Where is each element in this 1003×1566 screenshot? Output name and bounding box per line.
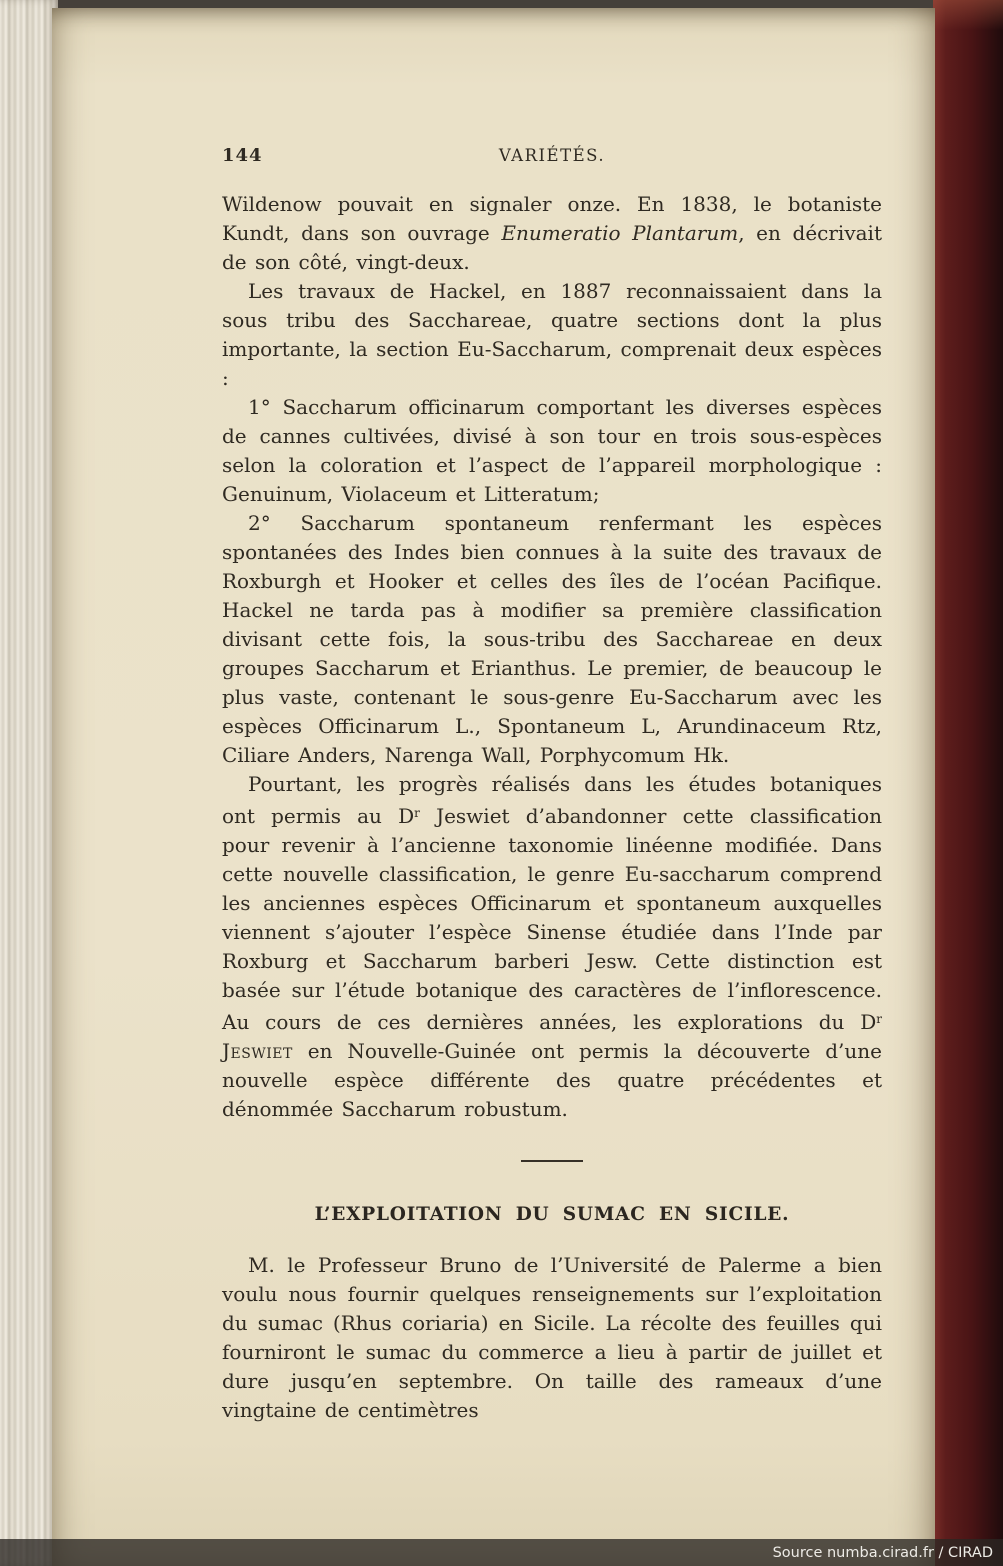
text-run: en Nouvelle-Guinée ont permis la découverte d’une nouvelle espèce différente des quatre précédentes et dénommée Saccharum robustum. bbox=[222, 1039, 882, 1121]
page-stack-edges bbox=[0, 0, 58, 1566]
paragraph bbox=[222, 509, 882, 770]
paragraph bbox=[222, 190, 882, 277]
paragraph bbox=[222, 277, 882, 393]
text-run: Les travaux de Hackel, en 1887 reconnaissaient dans la sous tribu des Sacchareae, quatre sections dont la plus importante, la section Eu-Saccharum, comprenait deux espèces : bbox=[222, 279, 882, 390]
paragraph bbox=[222, 393, 882, 509]
section-text bbox=[222, 1251, 882, 1425]
body-text bbox=[222, 190, 882, 1124]
text-run: Jeswiet d’abandonner cette classification pour revenir à l’ancienne taxonomie linéenne modifiée. Dans cette nouvelle classification, le genre Eu-saccharum comprend les anciennes espèces Officinarum et spontaneum auxquelles viennent s’ajouter l’espèce Sinense étudiée dans l’Inde par Roxburg et Saccharum barberi Jesw. Cette distinction est basée sur l’étude botanique des caractères de l’inflorescence. Au cours de ces dernières années, les explorations du D bbox=[222, 804, 882, 1034]
running-title: VARIÉTÉS. bbox=[498, 146, 606, 165]
text-run: M. le Professeur Bruno de l’Université de Palerme a bien voulu nous fournir quelques renseignements sur l’exploitation du sumac (Rhus coriaria) en Sicile. La récolte des feuilles qui fourniront le sumac du commerce a lieu à partir de juillet et dure jusqu’en septembre. On taille des rameaux d’une vingtaine de centimètres bbox=[222, 1253, 882, 1422]
source-credit-bar bbox=[0, 1539, 1003, 1566]
text-run: 1° Saccharum officinarum comportant les diverses espèces de cannes cultivées, divisé à son tour en trois sous-espèces selon la coloration et l’aspect de l’appareil morphologique : Genuinum, Violaceum et Litteratum; bbox=[222, 395, 882, 506]
source-credit-text: Source numba.cirad.fr / CIRAD bbox=[772, 1544, 993, 1561]
text-run: 2° Saccharum spontaneum renfermant les espèces spontanées des Indes bien connues à la suite des travaux de Roxburgh et Hooker et celles des îles de l’océan Pacifique. Hackel ne tarda pas à modifier sa première classification divisant cette fois, la sous-tribu des Sacchareae en deux groupes Saccharum et Erianthus. Le premier, de beaucoup le plus vaste, contenant le sous-genre Eu-Saccharum avec les espèces Officinarum L., Spontaneum L, Arundinaceum Rtz, Ciliare Anders, Narenga Wall, Porphycomum Hk. bbox=[222, 511, 882, 767]
text-run: , en décrivait de son côté, vingt-deux. bbox=[222, 221, 882, 274]
section-divider bbox=[521, 1160, 583, 1162]
text-run: Pourtant, les progrès réalisés dans les études botaniques ont permis au D bbox=[222, 772, 882, 828]
book-cover bbox=[933, 0, 1003, 1566]
page-text-block bbox=[222, 142, 882, 1425]
section-heading: L’EXPLOITATION DU SUMAC EN SICILE. bbox=[314, 1204, 790, 1225]
page-number: 144 bbox=[222, 145, 263, 166]
text-run: r bbox=[876, 1012, 882, 1026]
text-run: Enumeratio Plantarum bbox=[501, 221, 739, 245]
paragraph bbox=[222, 1251, 882, 1425]
page-header bbox=[222, 142, 882, 172]
text-run: r bbox=[414, 806, 420, 820]
paragraph bbox=[222, 770, 882, 1124]
text-run: Jeswiet bbox=[222, 1039, 293, 1063]
text-run: Wildenow pouvait en signaler onze. En 1838, le botaniste Kundt, dans son ouvrage bbox=[222, 192, 882, 245]
